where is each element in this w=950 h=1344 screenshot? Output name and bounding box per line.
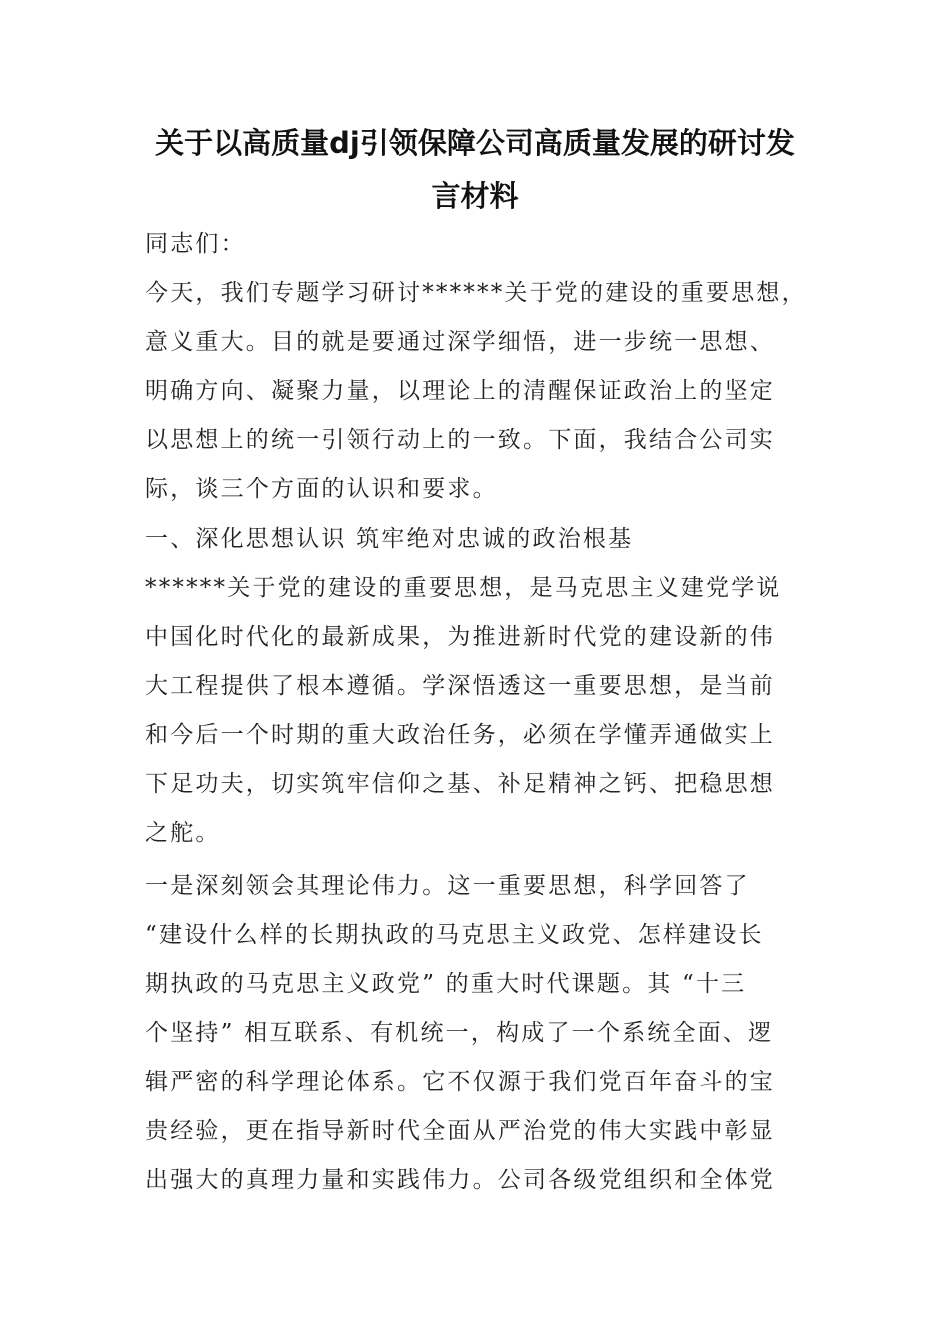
- body-line: 出强大的真理力量和实践伟力。公司各级党组织和全体党: [145, 1167, 775, 1193]
- body-line: 贵经验，更在指导新时代全面从严治党的伟大实践中彰显: [145, 1118, 775, 1144]
- body-line: 意义重大。目的就是要通过深学细悟，进一步统一思想、: [145, 329, 775, 355]
- body-line: 辑严密的科学理论体系。它不仅源于我们党百年奋斗的宝: [145, 1069, 775, 1095]
- salutation: 同志们：: [145, 231, 246, 257]
- body-line: 际，谈三个方面的认识和要求。: [145, 476, 498, 502]
- document-title-line-1: 关于以高质量dj引领保障公司高质量发展的研讨发: [155, 126, 795, 160]
- section-heading: 一、深化思想认识 筑牢绝对忠诚的政治根基: [145, 526, 634, 552]
- body-line: 以思想上的统一引领行动上的一致。下面，我结合公司实: [145, 427, 775, 453]
- body-line: “建设什么样的长期执政的马克思主义政党、怎样建设长: [145, 922, 764, 948]
- body-line: 下足功夫，切实筑牢信仰之基、补足精神之钙、把稳思想: [145, 771, 775, 797]
- body-line: 大工程提供了根本遵循。学深悟透这一重要思想，是当前: [145, 673, 775, 699]
- body-line: 今天，我们专题学习研讨******关于党的建设的重要思想，: [145, 280, 807, 306]
- body-line: 和今后一个时期的重大政治任务，必须在学懂弄通做实上: [145, 722, 775, 748]
- body-line: 个坚持” 相互联系、有机统一，构成了一个系统全面、逻: [145, 1020, 774, 1046]
- body-line: 明确方向、凝聚力量，以理论上的清醒保证政治上的坚定: [145, 378, 775, 404]
- document-title-line-2: 言材料: [431, 179, 519, 213]
- body-line: 一是深刻领会其理论伟力。这一重要思想，科学回答了: [145, 873, 750, 899]
- body-line: 之舵。: [145, 820, 221, 846]
- body-line: ******关于党的建设的重要思想，是马克思主义建党学说: [145, 575, 782, 601]
- body-line: 中国化时代化的最新成果，为推进新时代党的建设新的伟: [145, 624, 775, 650]
- body-line: 期执政的马克思主义政党” 的重大时代课题。其 “十三: [145, 971, 747, 997]
